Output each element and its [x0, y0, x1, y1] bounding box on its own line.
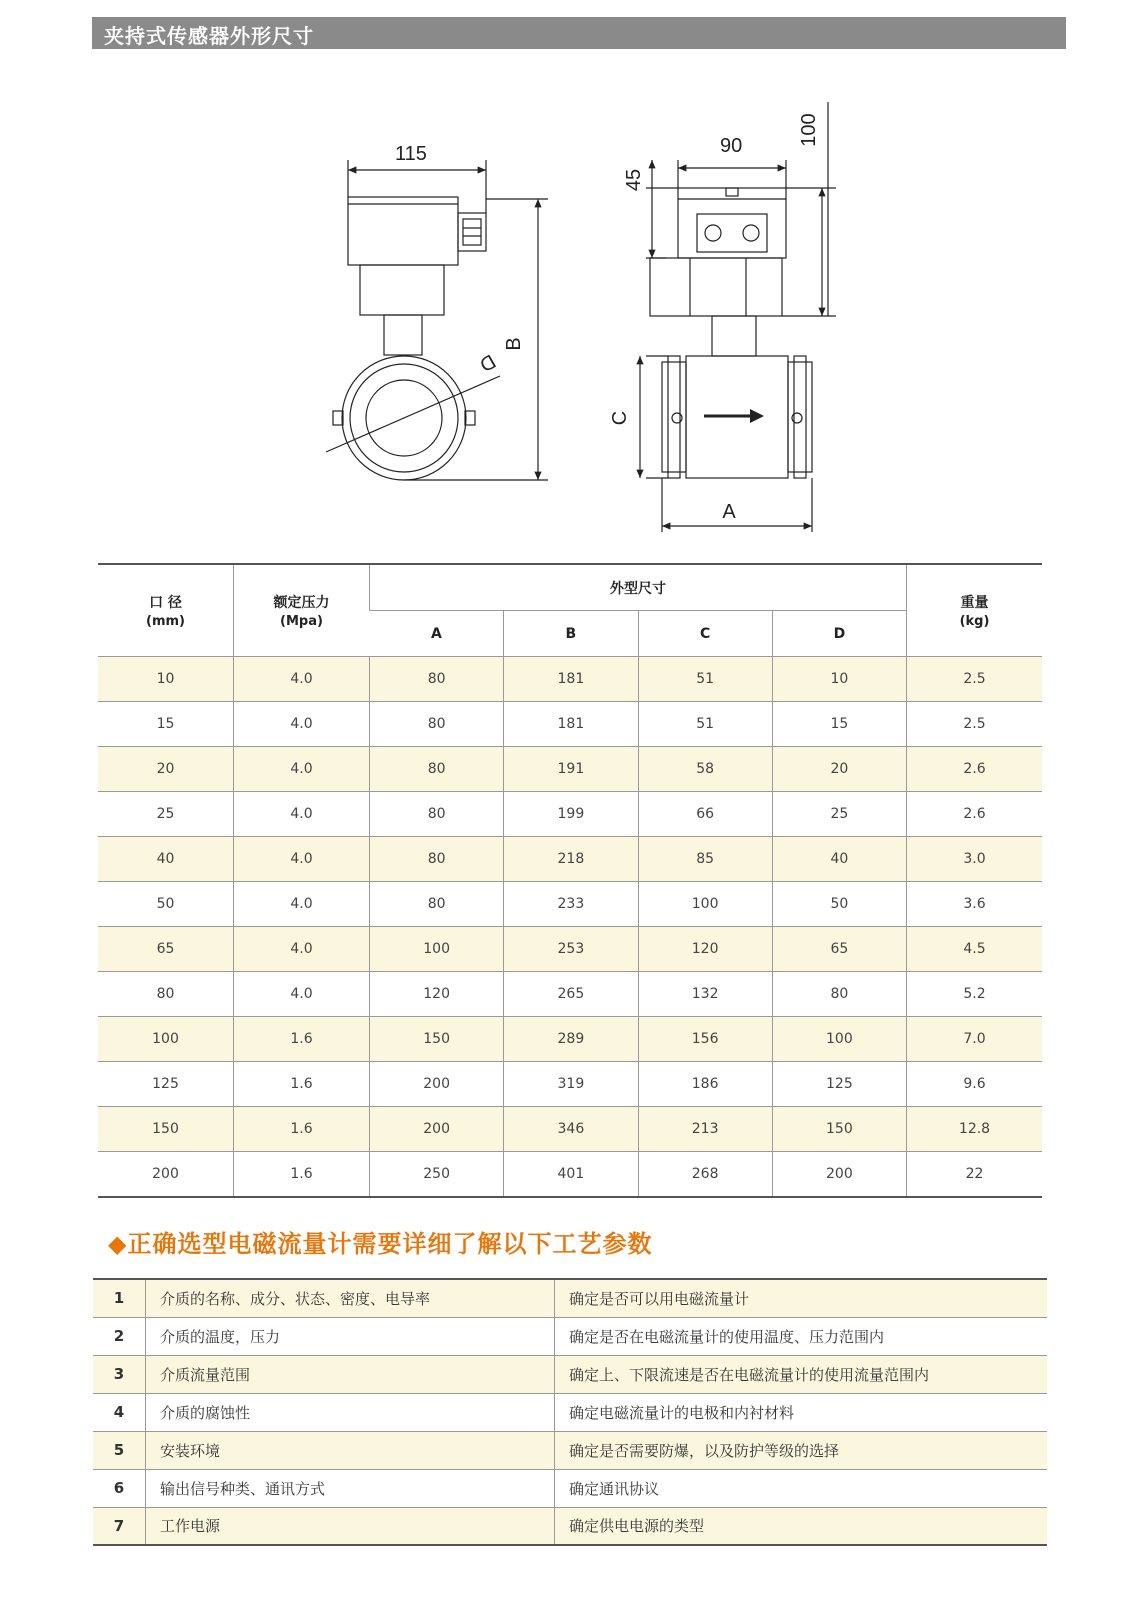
table-cell: 268 — [638, 1152, 772, 1197]
table-cell: 120 — [638, 927, 772, 972]
table-cell: 4.5 — [907, 927, 1043, 972]
dim-label-d: D — [475, 349, 500, 376]
side-view — [640, 102, 836, 532]
table-cell: 7.0 — [907, 1017, 1043, 1062]
table-cell: 4.0 — [234, 702, 370, 747]
table-cell: 4.0 — [234, 837, 370, 882]
row-number: 3 — [93, 1355, 146, 1393]
table-cell: 319 — [504, 1062, 638, 1107]
table-cell: 10 — [772, 657, 906, 702]
header-pressure — [234, 564, 370, 657]
row-number: 5 — [93, 1431, 146, 1469]
table-cell: 2.6 — [907, 792, 1043, 837]
table-cell: 186 — [638, 1062, 772, 1107]
table-cell: 66 — [638, 792, 772, 837]
table-row — [93, 1317, 1047, 1355]
table-cell: 191 — [504, 747, 638, 792]
table-row — [98, 1152, 1042, 1197]
dim-label-a: A — [722, 501, 736, 523]
table-row — [98, 792, 1042, 837]
parameter-name: 介质的名称、成分、状态、密度、电导率 — [146, 1279, 555, 1317]
table-row — [93, 1279, 1047, 1317]
table-cell: 2.5 — [907, 657, 1043, 702]
row-number: 7 — [93, 1507, 146, 1545]
header-caliber — [98, 564, 234, 657]
parameter-purpose: 确定是否在电磁流量计的使用温度、压力范围内 — [555, 1317, 1048, 1355]
table-cell: 125 — [772, 1062, 906, 1107]
parameter-purpose: 确定是否需要防爆，以及防护等级的选择 — [555, 1431, 1048, 1469]
dim-label-b: B — [503, 337, 525, 351]
table-cell: 200 — [370, 1062, 504, 1107]
table-cell: 200 — [370, 1107, 504, 1152]
table-cell: 51 — [638, 657, 772, 702]
table-cell: 15 — [98, 702, 234, 747]
table-row — [98, 1062, 1042, 1107]
dim-label-45: 45 — [623, 168, 645, 192]
table-cell: 4.0 — [234, 747, 370, 792]
table-cell: 22 — [907, 1152, 1043, 1197]
table-cell: 250 — [370, 1152, 504, 1197]
parameter-name: 安装环境 — [146, 1431, 555, 1469]
page-title: 夹持式传感器外形尺寸 — [104, 24, 314, 48]
table-cell: 2.5 — [907, 702, 1043, 747]
table-cell: 181 — [504, 702, 638, 747]
table-row — [93, 1393, 1047, 1431]
table-cell: 65 — [772, 927, 906, 972]
header-caliber-unit: (mm) — [146, 614, 185, 629]
table-cell: 265 — [504, 972, 638, 1017]
header-b: B — [504, 611, 638, 657]
table-cell: 233 — [504, 882, 638, 927]
table-cell: 218 — [504, 837, 638, 882]
table-cell: 80 — [370, 837, 504, 882]
dim-label-90: 90 — [720, 135, 743, 157]
header-weight-unit: (kg) — [959, 614, 990, 629]
table-row — [98, 927, 1042, 972]
row-number: 4 — [93, 1393, 146, 1431]
table-row — [98, 702, 1042, 747]
table-cell: 5.2 — [907, 972, 1043, 1017]
dimension-table — [98, 563, 1042, 1198]
row-number: 2 — [93, 1317, 146, 1355]
table-cell: 100 — [370, 927, 504, 972]
table-cell: 85 — [638, 837, 772, 882]
table-row — [98, 837, 1042, 882]
table-cell: 9.6 — [907, 1062, 1043, 1107]
front-view — [326, 160, 548, 480]
table-row — [93, 1431, 1047, 1469]
table-cell: 65 — [98, 927, 234, 972]
parameter-name: 介质的温度，压力 — [146, 1317, 555, 1355]
table-cell: 15 — [772, 702, 906, 747]
table-cell: 253 — [504, 927, 638, 972]
table-cell: 50 — [772, 882, 906, 927]
table-cell: 25 — [772, 792, 906, 837]
table-cell: 50 — [98, 882, 234, 927]
parameter-purpose: 确定上、下限流速是否在电磁流量计的使用流量范围内 — [555, 1355, 1048, 1393]
table-cell: 100 — [638, 882, 772, 927]
table-cell: 51 — [638, 702, 772, 747]
table-cell: 181 — [504, 657, 638, 702]
table-row — [98, 882, 1042, 927]
table-cell: 4.0 — [234, 792, 370, 837]
table-cell: 150 — [98, 1107, 234, 1152]
header-c: C — [638, 611, 772, 657]
table-cell: 4.0 — [234, 972, 370, 1017]
header-pressure-label: 额定压力 — [273, 595, 330, 611]
table-cell: 80 — [370, 882, 504, 927]
table-cell: 1.6 — [234, 1107, 370, 1152]
dim-label-115: 115 — [395, 143, 427, 165]
table-cell: 40 — [98, 837, 234, 882]
table-cell: 289 — [504, 1017, 638, 1062]
header-caliber-label: 口 径 — [149, 595, 182, 611]
table-cell: 80 — [98, 972, 234, 1017]
table-cell: 80 — [772, 972, 906, 1017]
table-cell: 1.6 — [234, 1152, 370, 1197]
table-cell: 200 — [98, 1152, 234, 1197]
header-a: A — [370, 611, 504, 657]
table-cell: 12.8 — [907, 1107, 1043, 1152]
table-cell: 401 — [504, 1152, 638, 1197]
dimension-drawing — [0, 80, 1140, 540]
table-cell: 150 — [370, 1017, 504, 1062]
parameter-table — [93, 1278, 1047, 1546]
table-row — [98, 657, 1042, 702]
table-row — [93, 1507, 1047, 1545]
parameter-purpose: 确定供电电源的类型 — [555, 1507, 1048, 1545]
table-row — [98, 972, 1042, 1017]
table-row — [93, 1355, 1047, 1393]
table-cell: 3.0 — [907, 837, 1043, 882]
table-cell: 199 — [504, 792, 638, 837]
table-cell: 4.0 — [234, 882, 370, 927]
table-cell: 100 — [98, 1017, 234, 1062]
table-row — [98, 747, 1042, 792]
table-cell: 2.6 — [907, 747, 1043, 792]
parameter-name: 介质流量范围 — [146, 1355, 555, 1393]
header-pressure-unit: (Mpa) — [280, 614, 323, 629]
parameter-name: 介质的腐蚀性 — [146, 1393, 555, 1431]
header-size-group: 外型尺寸 — [370, 564, 907, 611]
table-cell: 120 — [370, 972, 504, 1017]
header-weight — [907, 564, 1043, 657]
table-cell: 20 — [98, 747, 234, 792]
section-heading: ◆正确选型电磁流量计需要详细了解以下工艺参数 — [108, 1230, 653, 1258]
dim-label-c: C — [609, 410, 631, 426]
table-cell: 1.6 — [234, 1017, 370, 1062]
header-weight-label: 重量 — [960, 595, 989, 611]
table-cell: 4.0 — [234, 657, 370, 702]
parameter-name: 输出信号种类、通讯方式 — [146, 1469, 555, 1507]
table-cell: 4.0 — [234, 927, 370, 972]
table-row — [98, 1017, 1042, 1062]
table-cell: 80 — [370, 747, 504, 792]
table-cell: 150 — [772, 1107, 906, 1152]
parameter-purpose: 确定是否可以用电磁流量计 — [555, 1279, 1048, 1317]
table-cell: 132 — [638, 972, 772, 1017]
table-cell: 20 — [772, 747, 906, 792]
row-number: 1 — [93, 1279, 146, 1317]
title-bar — [92, 17, 1066, 49]
table-cell: 156 — [638, 1017, 772, 1062]
parameter-purpose: 确定通讯协议 — [555, 1469, 1048, 1507]
table-cell: 80 — [370, 792, 504, 837]
table-cell: 58 — [638, 747, 772, 792]
table-cell: 80 — [370, 657, 504, 702]
header-d: D — [772, 611, 906, 657]
row-number: 6 — [93, 1469, 146, 1507]
table-cell: 213 — [638, 1107, 772, 1152]
parameter-purpose: 确定电磁流量计的电极和内衬材料 — [555, 1393, 1048, 1431]
table-cell: 200 — [772, 1152, 906, 1197]
table-cell: 25 — [98, 792, 234, 837]
table-cell: 346 — [504, 1107, 638, 1152]
table-cell: 100 — [772, 1017, 906, 1062]
table-row — [98, 1107, 1042, 1152]
table-cell: 40 — [772, 837, 906, 882]
table-cell: 1.6 — [234, 1062, 370, 1107]
table-row — [93, 1469, 1047, 1507]
dimension-table-body — [98, 657, 1042, 1197]
table-cell: 125 — [98, 1062, 234, 1107]
dim-label-100: 100 — [798, 113, 820, 147]
table-cell: 3.6 — [907, 882, 1043, 927]
table-cell: 10 — [98, 657, 234, 702]
table-cell: 80 — [370, 702, 504, 747]
parameter-name: 工作电源 — [146, 1507, 555, 1545]
